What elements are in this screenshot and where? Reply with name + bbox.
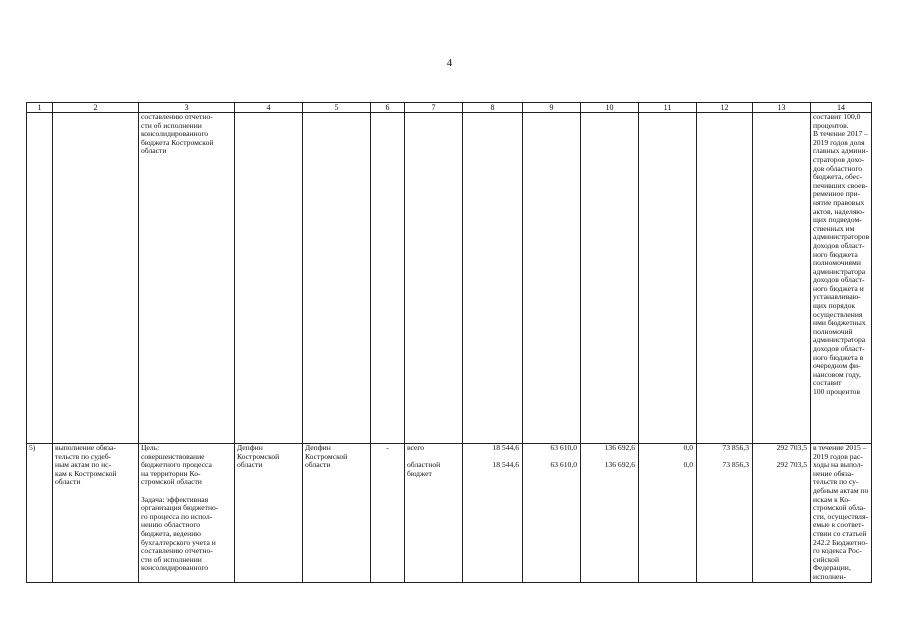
amount-cell: 136 692,6 136 692,6 (581, 444, 639, 583)
column-number: 6 (371, 103, 405, 113)
amount-cell (463, 113, 523, 444)
page-number: 4 (446, 57, 453, 69)
column-number: 11 (639, 103, 697, 113)
amount-cell: 63 610,0 63 610,0 (523, 444, 581, 583)
col6-cell: - (371, 444, 405, 583)
goal-task-cell: Цель: совершенствование бюджетного процесса на территории Ко- стромской области Задача: эффективная организация бюджетно- го процесса по испол- нению областного бюджета, ведению бухгалтерского учета и составлению отчетно- сти об исполнении консолидированного (139, 444, 235, 583)
column-number: 14 (811, 103, 872, 113)
measure-name-cell: выполнение обяза- тельств по судеб- ным актам по ис- кам к Костромской области (53, 444, 139, 583)
amount-cell (639, 113, 697, 444)
column-number: 10 (581, 103, 639, 113)
amount-cell: 73 856,3 73 856,3 (697, 444, 753, 583)
column-number: 7 (405, 103, 463, 113)
row-number-cell (27, 113, 53, 444)
amount-cell: 18 544,6 18 544,6 (463, 444, 523, 583)
column-number: 12 (697, 103, 753, 113)
col6-cell (371, 113, 405, 444)
funding-source-cell: всего областной бюджет (405, 444, 463, 583)
expected-result-cell: составит 100,0 процентов. В течение 2017 – 2019 годов доля главных админи- страторов дохо- дов областного бюджета, обес- печивших своев- ременное при- нятие правовых актов, наделяю- щих подведом- ственных им администраторов доходов област- ного бюджета полномочиями администратора доходов област- ного бюджета и устанавливаю- щих порядок осуществления ими бюджетных полномочий администратора доходов област- ного бюджета в очередном фи- нансовом году, составит 100 процентов (811, 113, 872, 444)
measure-name-cell (53, 113, 139, 444)
executor-cell: Депфин Костромской области (303, 444, 371, 583)
program-table (26, 102, 872, 583)
total-amount-cell: 292 703,5 292 703,5 (753, 444, 811, 583)
expected-result-cell: в течение 2015 – 2019 годов рас- ходы на выпол- нение обяза- тельств по су- дебным актам по искам к Ко- стромской обла- сти, осуществля- емые в соответ- ствии со статьей 242.2 Бюджетно- го кодекса Рос- сийской Федерации, исполнен- (811, 444, 872, 583)
column-number: 4 (235, 103, 303, 113)
column-number: 5 (303, 103, 371, 113)
funding-source-cell (405, 113, 463, 444)
goal-task-cell: составлению отчетно- сти об исполнении консолидированного бюджета Костромской области (139, 113, 235, 444)
column-number: 13 (753, 103, 811, 113)
responsible-cell (235, 113, 303, 444)
table-row (27, 113, 872, 444)
row-number-cell: 5) (27, 444, 53, 583)
column-number: 9 (523, 103, 581, 113)
amount-cell (697, 113, 753, 444)
table-row (27, 444, 872, 583)
amount-cell: 0,0 0,0 (639, 444, 697, 583)
amount-cell (523, 113, 581, 444)
column-number: 8 (463, 103, 523, 113)
executor-cell (303, 113, 371, 444)
column-number: 1 (27, 103, 53, 113)
responsible-cell: Депфин Костромской области (235, 444, 303, 583)
column-number: 2 (53, 103, 139, 113)
total-amount-cell (753, 113, 811, 444)
amount-cell (581, 113, 639, 444)
column-number: 3 (139, 103, 235, 113)
column-number-row (27, 103, 872, 113)
